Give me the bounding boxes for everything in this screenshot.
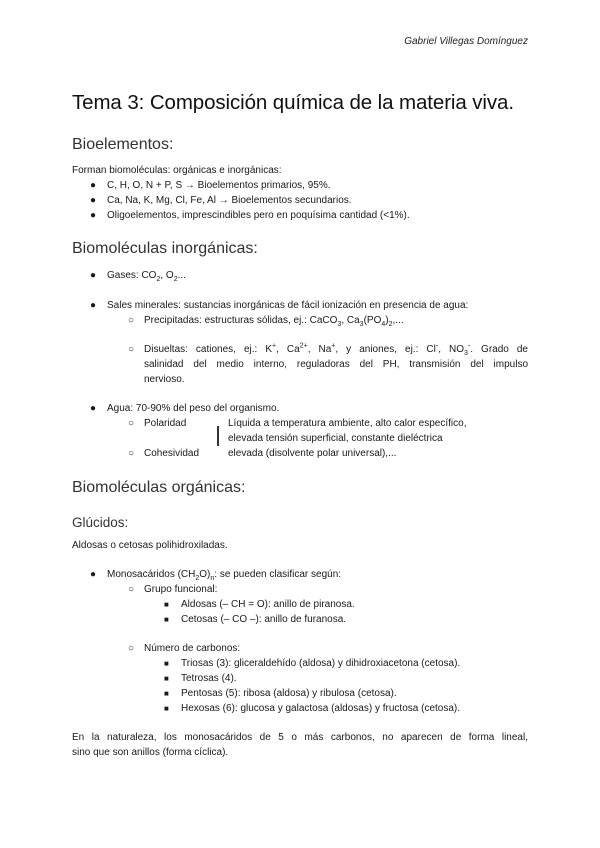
- sub-sub-item: Cetosas (– CO –): anillo de furanosa.: [181, 614, 347, 625]
- circle-bullet-icon: ○: [128, 643, 135, 654]
- list-item-monosacaridos: Monosacáridos $(CH_2O)_n$: se pueden clasificar según:: [107, 569, 342, 582]
- square-bullet-icon: ■: [164, 600, 169, 609]
- bullet-icon: ●: [90, 270, 97, 281]
- sub-sub-item: Triosas (3): gliceraldehído (aldosa) y dihidroxiacetona (cetosa).: [181, 658, 461, 669]
- bullet-icon: ●: [90, 403, 97, 414]
- list-item-agua: Agua: 70-90% del peso del organismo.: [107, 403, 280, 414]
- agua-desc-line3: elevada (disolvente polar universal),...: [228, 448, 397, 459]
- sub-item-precipitadas: Precipitadas: estructuras sólidas, ej.: CaCO$_3$, $Ca_3(PO_4)_2$,...: [144, 315, 404, 328]
- list-item-gases: Gases: $CO_2$, $O_2$...: [107, 270, 186, 283]
- sub-item-polaridad: Polaridad: [144, 418, 187, 429]
- agua-desc-line1: Líquida a temperatura ambiente, alto calor específico,: [228, 418, 467, 429]
- sub-item-grupo-funcional: Grupo funcional:: [144, 584, 218, 595]
- list-item: Ca, Na, K, Mg, Cl, Fe, Al → Bioelementos secundarios.: [107, 195, 352, 206]
- sub-sub-item: Hexosas (6): glucosa y galactosa (aldosas) y fructosa (cetosa).: [181, 703, 461, 714]
- bullet-icon: ●: [90, 210, 97, 221]
- square-bullet-icon: ■: [164, 659, 169, 668]
- bullet-icon: ●: [90, 569, 97, 580]
- square-bullet-icon: ■: [164, 704, 169, 713]
- sub-item-disueltas-line3: nervioso.: [144, 374, 185, 385]
- bullet-icon: ●: [90, 180, 97, 191]
- brace-divider: [217, 426, 219, 446]
- square-bullet-icon: ■: [164, 689, 169, 698]
- author-name: Gabriel Villegas Domínguez: [404, 36, 528, 47]
- bioelementos-intro: Forman biomoléculas: orgánicas e inorgánicas:: [72, 165, 282, 176]
- heading-glucidos: Glúcidos:: [72, 515, 129, 530]
- sub-sub-item: Pentosas (5): ribosa (aldosa) y ribulosa (cetosa).: [181, 688, 397, 699]
- naturaleza-paragraph-line1: En la naturaleza, los monosacáridos de 5 o más carbonos, no aparecen de forma lineal,: [72, 732, 528, 743]
- heading-bioelementos: Bioelementos:: [72, 136, 174, 153]
- page-title: Tema 3: Composición química de la materia viva.: [72, 91, 514, 114]
- naturaleza-paragraph-line2: sino que son anillos (forma cíclica).: [72, 747, 229, 758]
- heading-inorganicas: Biomoléculas inorgánicas:: [72, 240, 258, 257]
- circle-bullet-icon: ○: [128, 584, 135, 595]
- list-item: Oligoelementos, imprescindibles pero en poquísima cantidad (<1%).: [107, 210, 410, 221]
- bullet-icon: ●: [90, 195, 97, 206]
- heading-organicas: Biomoléculas orgánicas:: [72, 479, 246, 496]
- sub-item-disueltas-line2: salinidad del medio interno, reguladoras del PH, transmisión del impulso: [144, 359, 528, 370]
- sub-sub-item: Tetrosas (4).: [181, 673, 237, 684]
- circle-bullet-icon: ○: [128, 344, 135, 355]
- circle-bullet-icon: ○: [128, 418, 135, 429]
- list-item-sales: Sales minerales: sustancias inorgánicas de fácil ionización en presencia de agua:: [107, 300, 469, 311]
- sub-item-cohesividad: Cohesividad: [144, 448, 200, 459]
- sub-sub-item: Aldosas (– CH = O): anillo de piranosa.: [181, 599, 355, 610]
- circle-bullet-icon: ○: [128, 448, 135, 459]
- circle-bullet-icon: ○: [128, 315, 135, 326]
- sub-item-disueltas-line1: Disueltas: cationes, ej.: K+, $Ca^{2+}$, Na+, y aniones, ej.: Cl-, $NO_3^-$. Grado de: [144, 342, 528, 357]
- list-item: C, H, O, N + P, S → Bioelementos primarios, 95%.: [107, 180, 331, 191]
- agua-desc-line2: elevada tensión superficial, constante dieléctrica: [228, 433, 443, 444]
- bullet-icon: ●: [90, 300, 97, 311]
- square-bullet-icon: ■: [164, 674, 169, 683]
- sub-item-numero-carbonos: Número de carbonos:: [144, 643, 241, 654]
- square-bullet-icon: ■: [164, 615, 169, 624]
- glucidos-intro: Aldosas o cetosas polihidroxiladas.: [72, 540, 228, 551]
